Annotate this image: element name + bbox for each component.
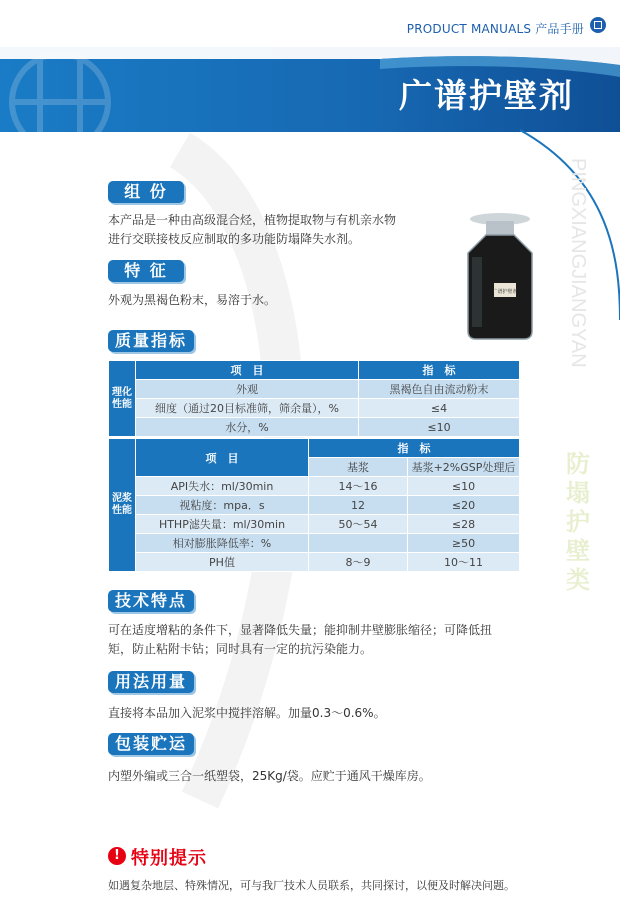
packaging-text: 内塑外编或三合一纸塑袋，25Kg/袋。应贮于通风干燥库房。 bbox=[108, 769, 431, 783]
side-chinese-text: 防 塌 护 壁 类 bbox=[566, 450, 590, 594]
section-title-usage: 用法用量 bbox=[108, 671, 194, 693]
table-row: 外观 黑褐色自由流动粉末 bbox=[109, 380, 520, 399]
svg-text:广谱护壁剂: 广谱护壁剂 bbox=[492, 289, 518, 295]
table1-side-label: 理化性能 bbox=[109, 361, 136, 437]
table2-header-item: 项 目 bbox=[136, 439, 309, 477]
section-title-packaging: 包装贮运 bbox=[108, 733, 194, 755]
table1-header-item: 项 目 bbox=[136, 361, 359, 380]
table1-header-index: 指 标 bbox=[359, 361, 520, 380]
section-title-tech: 技术特点 bbox=[108, 590, 194, 612]
composition-text: 本产品是一种由高级混合烃，植物提取物与有机亲水物 进行交联接枝反应制取的多功能防塌降失水剂。 bbox=[108, 213, 397, 246]
svg-text:PINGXIANGJIANGYAN: PINGXIANGJIANGYAN bbox=[567, 158, 589, 368]
table-row: 视粘度：mpa．s 12 ≤20 bbox=[109, 496, 520, 515]
table2-side-label: 泥浆性能 bbox=[109, 439, 136, 572]
usage-text: 直接将本品加入泥浆中搅拌溶解。加量0.3～0.6%。 bbox=[108, 706, 386, 720]
product-title: 广谱护壁剂 bbox=[399, 76, 574, 115]
exclamation-icon: ! bbox=[108, 847, 126, 865]
table-row: PH值 8～9 10～11 bbox=[109, 553, 520, 572]
table-row: 水分，% ≤10 bbox=[109, 418, 520, 437]
warning-title: 特别提示 bbox=[131, 848, 207, 869]
top-title: PRODUCT MANUALS 产品手册 bbox=[406, 22, 584, 36]
product-bottle-image bbox=[450, 213, 550, 343]
section-title-quality: 质量指标 bbox=[108, 330, 194, 352]
section-title-composition: 组 份 bbox=[108, 181, 184, 203]
features-text: 外观为黑褐色粉末，易溶于水。 bbox=[108, 293, 277, 307]
mud-properties-table bbox=[108, 438, 520, 572]
table2-header-base: 基浆 bbox=[309, 458, 408, 477]
section-title-features: 特 征 bbox=[108, 260, 184, 282]
side-english-text bbox=[550, 150, 620, 450]
table-row: 相对膨胀降低率：% ≥50 bbox=[109, 534, 520, 553]
physical-properties-table bbox=[108, 360, 520, 437]
table2-header-treated: 基浆+2%GSP处理后 bbox=[408, 458, 520, 477]
table2-header-index: 指 标 bbox=[309, 439, 520, 458]
table-row: API失水：ml/30min 14～16 ≤10 bbox=[109, 477, 520, 496]
table-row: HTHP滤失量：ml/30min 50～54 ≤28 bbox=[109, 515, 520, 534]
warning-text: 如遇复杂地层、特殊情况，可与我厂技术人员联系，共同探讨，以便及时解决问题。 bbox=[108, 879, 515, 892]
table-row: 细度（通过20目标准筛，筛余量），% ≤4 bbox=[109, 399, 520, 418]
tech-text: 可在适度增粘的条件下，显著降低失量；能抑制井壁膨胀缩径；可降低扭 矩，防止粘附卡钻；同时具有一定的抗污染能力。 bbox=[108, 623, 493, 656]
